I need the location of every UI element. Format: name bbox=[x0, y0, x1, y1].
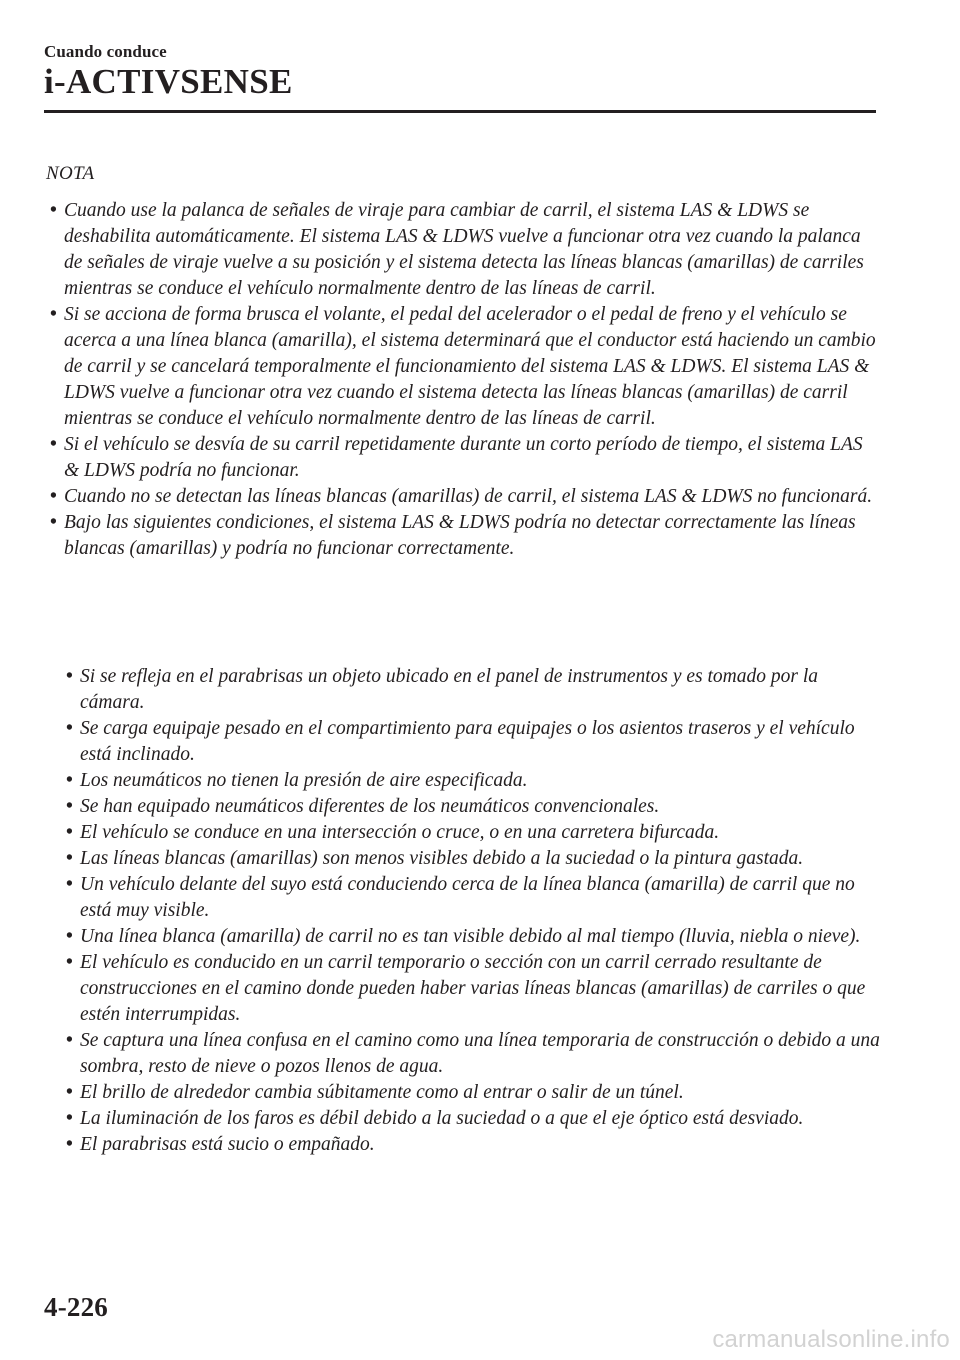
bullet-icon: • bbox=[66, 770, 73, 791]
note-item-text: Bajo las siguientes condiciones, el sistema LAS & LDWS podría no detectar correctamente las líneas blancas (amarillas) y podría no funcionar correctamente. bbox=[64, 512, 856, 559]
condition-item-text: Las líneas blancas (amarillas) son menos visibles debido a la suciedad o la pintura gastada. bbox=[80, 848, 804, 869]
page-number: 4-226 bbox=[44, 1292, 108, 1322]
condition-item-text: Los neumáticos no tienen la presión de aire especificada. bbox=[80, 770, 528, 791]
condition-item-text: Se captura una línea confusa en el camino como una línea temporaria de construcción o debido a una sombra, resto de nieve o pozos llenos de agua. bbox=[80, 1030, 880, 1077]
header-rule bbox=[44, 110, 876, 113]
bullet-icon: • bbox=[50, 512, 57, 533]
running-header: Cuando conduce bbox=[44, 42, 167, 61]
condition-item-text: La iluminación de los faros es débil debido a la suciedad o a que el eje óptico está desviado. bbox=[80, 1108, 804, 1129]
condition-item-text: Si se refleja en el parabrisas un objeto ubicado en el panel de instrumentos y es tomado por la cámara. bbox=[80, 666, 819, 713]
note-item bbox=[50, 198, 882, 302]
bullet-icon: • bbox=[66, 1082, 73, 1103]
bullet-icon: • bbox=[66, 1108, 73, 1129]
note-label: NOTA bbox=[46, 163, 95, 184]
condition-item bbox=[66, 820, 880, 846]
bullet-icon: • bbox=[50, 486, 57, 507]
note-item-text: Si el vehículo se desvía de su carril repetidamente durante un corto período de tiempo, el sistema LAS & LDWS podría no funcionar. bbox=[64, 434, 863, 481]
condition-item-text: Una línea blanca (amarilla) de carril no es tan visible debido al mal tiempo (lluvia, niebla o nieve). bbox=[80, 926, 861, 947]
condition-item bbox=[66, 1132, 880, 1158]
conditions-list bbox=[66, 664, 880, 1158]
note-item bbox=[50, 302, 882, 432]
bullet-icon: • bbox=[66, 822, 73, 843]
bullet-icon: • bbox=[66, 1030, 73, 1051]
condition-item-text: El vehículo se conduce en una intersección o cruce, o en una carretera bifurcada. bbox=[80, 822, 720, 843]
bullet-icon: • bbox=[66, 926, 73, 947]
condition-item bbox=[66, 846, 880, 872]
bullet-icon: • bbox=[66, 796, 73, 817]
note-item bbox=[50, 510, 882, 562]
bullet-icon: • bbox=[66, 718, 73, 739]
bullet-icon: • bbox=[50, 304, 57, 325]
condition-item-text: Un vehículo delante del suyo está conduciendo cerca de la línea blanca (amarilla) de carril que no está muy visible. bbox=[80, 874, 855, 921]
condition-item bbox=[66, 924, 880, 950]
note-item-text: Cuando use la palanca de señales de viraje para cambiar de carril, el sistema LAS & LDWS se deshabilita automáticamente. El sistema LAS & LDWS vuelve a funcionar otra vez cuando la palanca de señales de viraje vuelve a su posición y el sistema detecta las líneas blancas (amarillas) de carriles mientras se conduce el vehículo normalmente dentro de las líneas de carril. bbox=[64, 200, 864, 299]
condition-item-text: El vehículo es conducido en un carril temporario o sección con un carril cerrado resultante de construcciones en el camino donde pueden haber varias líneas blancas (amarillas) de carriles o que estén interrumpidas. bbox=[80, 952, 866, 1025]
condition-item-text: Se han equipado neumáticos diferentes de los neumáticos convencionales. bbox=[80, 796, 660, 817]
section-title: i-ACTIVSENSE bbox=[44, 62, 293, 101]
note-item bbox=[50, 432, 882, 484]
condition-item-text: Se carga equipaje pesado en el compartimiento para equipajes o los asientos traseros y el vehículo está inclinado. bbox=[80, 718, 855, 765]
condition-item bbox=[66, 950, 880, 1028]
note-item bbox=[50, 484, 882, 510]
condition-item bbox=[66, 794, 880, 820]
condition-item-text: El brillo de alrededor cambia súbitamente como al entrar o salir de un túnel. bbox=[80, 1082, 684, 1103]
bullet-icon: • bbox=[66, 952, 73, 973]
condition-item bbox=[66, 1080, 880, 1106]
watermark: carmanualsonline.info bbox=[712, 1326, 950, 1353]
bullet-icon: • bbox=[66, 666, 73, 687]
condition-item bbox=[66, 768, 880, 794]
bullet-icon: • bbox=[66, 874, 73, 895]
bullet-icon: • bbox=[50, 434, 57, 455]
condition-item bbox=[66, 1106, 880, 1132]
bullet-icon: • bbox=[66, 848, 73, 869]
note-item-text: Cuando no se detectan las líneas blancas (amarillas) de carril, el sistema LAS & LDWS no funcionará. bbox=[64, 486, 873, 507]
condition-item-text: El parabrisas está sucio o empañado. bbox=[80, 1134, 375, 1155]
note-list bbox=[50, 198, 882, 562]
condition-item bbox=[66, 664, 880, 716]
condition-item bbox=[66, 716, 880, 768]
bullet-icon: • bbox=[50, 200, 57, 221]
condition-item bbox=[66, 1028, 880, 1080]
note-item-text: Si se acciona de forma brusca el volante, el pedal del acelerador o el pedal de freno y el vehículo se acerca a una línea blanca (amarilla), el sistema determinará que el conductor está haciendo un cambio de carril y se cancelará temporalmente el funcionamiento del sistema LAS & LDWS. El sistema LAS & LDWS vuelve a funcionar otra vez cuando el sistema detecta las líneas blancas (amarillas) de carril mientras se conduce el vehículo normalmente dentro de las líneas de carril. bbox=[64, 304, 876, 429]
condition-item bbox=[66, 872, 880, 924]
bullet-icon: • bbox=[66, 1134, 73, 1155]
